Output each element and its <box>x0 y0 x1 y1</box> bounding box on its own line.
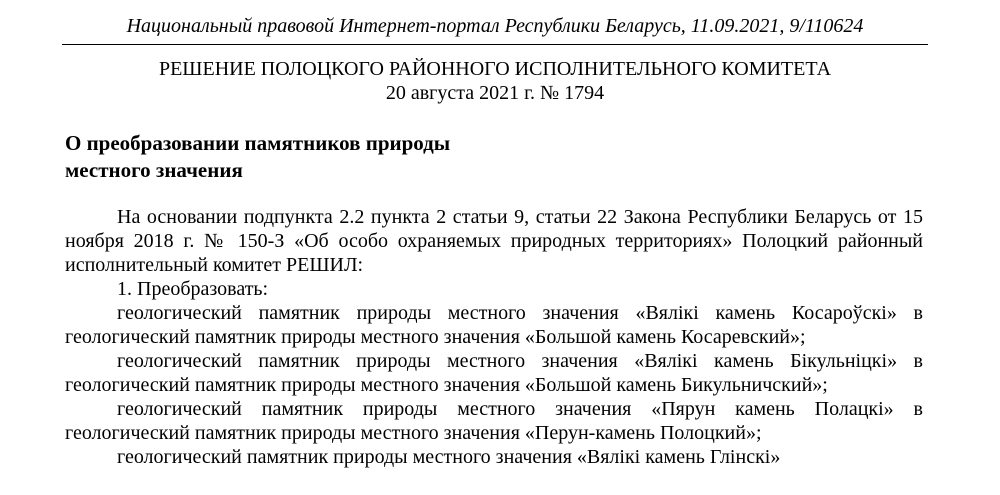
document-subject <box>65 130 450 184</box>
list-item: геологический памятник природы местного значения «Вялікі камень Глінскі» <box>117 446 781 468</box>
list-item: геологический памятник природы местного значения «Вялікі камень Косароўскі» в геологический памятник природы местного значения «Большой камень Косаревский»; <box>65 302 923 348</box>
source-header: Национальный правовой Интернет-портал Республики Беларусь, 11.09.2021, 9/110624 <box>126 15 864 37</box>
document-title: РЕШЕНИЕ ПОЛОЦКОГО РАЙОННОГО ИСПОЛНИТЕЛЬНОГО КОМИТЕТА <box>158 58 832 80</box>
list-item: геологический памятник природы местного значения «Вялікі камень Бікульніцкі» в геологический памятник природы местного значения «Большой камень Бикульничский»; <box>65 350 923 396</box>
clause-1: 1. Преобразовать: <box>117 278 269 300</box>
header-divider <box>62 44 928 45</box>
subject-line-1: О преобразовании памятников природы <box>65 131 451 155</box>
list-item: геологический памятник природы местного значения «Пярун камень Полацкі» в геологический памятник природы местного значения «Перун-камень Полоцкий»; <box>65 398 923 444</box>
basis-paragraph: На основании подпункта 2.2 пункта 2 статьи 9, статьи 22 Закона Республики Беларусь от 15 ноября 2018 г. № 150-З «Об особо охраняемых природных территориях» Полоцкий районный исполнительный комитет РЕШИЛ: <box>65 206 923 276</box>
document-title-block <box>62 57 928 105</box>
document-body <box>65 205 923 469</box>
document-date-number: 20 августа 2021 г. № 1794 <box>385 82 605 104</box>
subject-line-2: местного значения <box>65 158 243 182</box>
